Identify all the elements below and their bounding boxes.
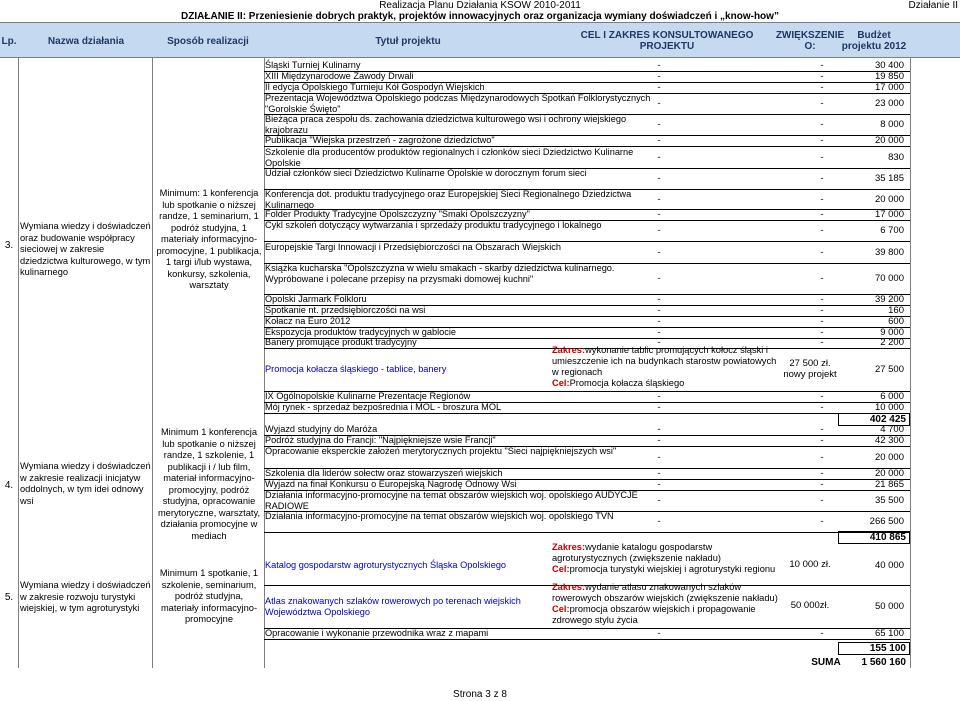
row-value-a: -: [657, 119, 661, 130]
row-budget: 8 000: [880, 119, 904, 130]
row-value-b: -: [820, 451, 824, 463]
row-title: Wyjazd studyjny do Maróża: [265, 424, 378, 434]
row-budget: 6 700: [880, 225, 904, 236]
row-value-a: -: [657, 193, 661, 205]
row-title: Kołacz na Euro 2012: [265, 316, 351, 326]
row-title: Bieżąca praca zespołu ds. zachowania dziedzictwa kulturowego wsi i ochrony wiejskiego krajobrazu: [265, 114, 627, 135]
row-budget: 600: [888, 316, 904, 327]
row-title: Działania informacyjno-promocyjne na temat obszarów wiejskich woj. opolskiego TVN: [265, 511, 614, 521]
row-title: Podróż studyjna do Francji: "Najpiękniejsze wsie Francji": [265, 435, 496, 445]
row-budget: 20 000: [874, 451, 904, 463]
row-budget: 266 500: [869, 516, 904, 527]
scope-label: Zakres:: [552, 582, 586, 592]
row-value-b: -: [820, 435, 824, 446]
row-value-a: -: [657, 391, 661, 402]
col-method: Sposób realizacji: [167, 35, 249, 47]
row-increase: 27 500 zł. nowy projekt: [783, 358, 837, 380]
row-value-b: -: [820, 225, 824, 236]
row-value-a: -: [657, 468, 661, 479]
section-name: Wymiana wiedzy i doświadczeń oraz budowanie współpracy sieciowej w zakresie dziedzictwa kulturowego, w tym kulinarnego: [20, 221, 151, 277]
row-value-b: -: [820, 391, 824, 402]
row-budget: 20 000: [874, 193, 904, 205]
goal-label: Cel:: [552, 378, 570, 388]
row-divider: [264, 639, 910, 640]
row-title: IX Ogólnopolskie Kulinarne Prezentacje Regionów: [265, 391, 471, 401]
row-increase: 10 000 zł.: [789, 558, 831, 570]
row-budget: 40 000: [874, 559, 904, 571]
row-title: Mój rynek - sprzedaż bezpośrednia i MOL - broszura MOL: [265, 402, 502, 412]
col-increase: ZWIĘKSZENIE O:: [775, 30, 845, 52]
row-budget: 17 000: [874, 82, 904, 93]
row-title: Książka kucharska "Opolszczyzna w wielu smakach - skarby dziedzictwa kulinarnego. Wypróbowane i polecane przepisy na przysmaki domowej kuchni": [265, 263, 615, 284]
goal-text: promocja obszarów wiejskich i propagowanie zdrowego stylu życia: [552, 604, 756, 625]
row-title: Banery promujące produkt tradycyjny: [265, 337, 417, 347]
row-budget: 39 800: [874, 247, 904, 258]
section-number: 3.: [4, 240, 14, 251]
grid-line: [152, 58, 153, 668]
header-subtitle: DZIAŁANIE II: Przeniesienie dobrych praktyk, projektów innowacyjnych oraz organizacja wymiany doświadczeń i „know-how”: [181, 11, 779, 22]
row-value-b: -: [820, 173, 824, 184]
row-title: Katalog gospodarstw agroturystycznych Śląska Opolskiego: [265, 559, 507, 570]
row-title: Działania informacyjno-promocyjne na temat obszarów wiejskich woj. opolskiego AUDYCJE RADIOWE: [265, 490, 638, 511]
row-budget: 4 700: [880, 424, 904, 435]
subtotal-section-5: 155 100: [869, 643, 906, 654]
row-value-b: -: [820, 468, 824, 479]
scope-label: Zakres:: [552, 345, 586, 355]
document-header: [0, 0, 960, 22]
sum-value: 1 560 160: [861, 657, 906, 668]
row-value-a: -: [657, 60, 661, 71]
row-value-a: -: [657, 516, 661, 527]
row-value-a: -: [657, 424, 661, 435]
col-lp: Lp.: [1, 35, 17, 47]
row-value-a: -: [657, 209, 661, 220]
row-value-b: -: [820, 135, 824, 146]
row-value-a: -: [657, 71, 661, 82]
row-title: Opolski Jarmark Folkloru: [265, 294, 367, 304]
row-value-b: -: [820, 327, 824, 338]
row-title: Europejskie Targi Innowacji i Przedsiębiorczości na Obszarach Wiejskich: [265, 242, 561, 252]
subtotal-section-3: 402 425: [869, 414, 906, 425]
row-title: Udział członków sieci Dziedzictwo Kulinarne Opolskie w dorocznym forum sieci: [265, 168, 587, 178]
row-value-b: -: [820, 273, 824, 284]
row-value-b: -: [820, 316, 824, 327]
row-value-b: -: [820, 71, 824, 82]
row-title: Śląski Turniej Kulinarny: [265, 60, 361, 70]
row-value-b: -: [820, 119, 824, 130]
row-value-b: -: [820, 247, 824, 258]
row-title: Spotkanie nt. przedsiębiorczości na wsi: [265, 305, 426, 315]
row-budget: 9 000: [880, 327, 904, 338]
row-value-a: -: [657, 305, 661, 316]
section-method: Minimum: 1 konferencja lub spotkanie o niższej randze, 1 seminarium, 1 podróż studyjna, 1 materiały informacyjno-promocyjne, 1 publikacja, 1 targi i/lub wystawa, konkursy, szkolenia, warsztaty: [156, 188, 262, 290]
header-title: Realizacja Planu Działania KSOW 2010-2011: [379, 0, 581, 11]
section-name: Wymiana wiedzy i doświadczeń w zakresie rozwoju turystyki wiejskiej, w tym agroturystyki: [20, 580, 151, 613]
row-title: Ekspozycja produktów tradycyjnych w gablocie: [265, 327, 456, 337]
goal-text: Promocja kołacza śląskiego: [569, 378, 685, 388]
row-budget: 19 850: [874, 71, 904, 82]
row-value-b: -: [820, 98, 824, 109]
section-method: Minimum 1 konferencja lub spotkanie o niższej randze, 1 szkolenie, 1 publikacji i / lub film, materiał informacyjno-promocyjny, podróż studyjna, opracowanie merytoryczne, warsztaty, działania promocyjne w mediach: [157, 427, 261, 541]
grid-line: [910, 58, 911, 668]
section-number: 5.: [4, 592, 14, 603]
row-title: Atlas znakowanych szlaków rowerowych po terenach wiejskich Województwa Opolskiego: [265, 596, 521, 617]
row-title: Publikacja "Wiejska przestrzeń - zagrożone dziedzictwo": [265, 135, 495, 145]
col-scope: CEL I ZAKRES KONSULTOWANEGO PROJEKTU: [580, 30, 754, 52]
row-title: Wyjazd na finał Konkursu o Europejską Nagrodę Odnowy Wsi: [265, 479, 517, 489]
row-title: Szkolenia dla liderów sołectw oraz stowarzyszeń wiejskich: [265, 468, 503, 478]
corner-label: Działanie II: [908, 0, 958, 11]
row-title: Cykl szkoleń dotyczący wytwarzania i sprzedaży produktu tradycyjnego i lokalnego: [265, 220, 602, 230]
row-budget: 21 865: [874, 479, 904, 490]
row-value-a: -: [657, 173, 661, 184]
row-value-a: -: [657, 327, 661, 338]
col-title: Tytuł projektu: [375, 35, 441, 47]
row-title: Promocja kołacza śląskiego - tablice, banery: [265, 364, 447, 375]
row-title: Prezentacja Województwa Opolskiego podczas Międzynarodowych Spotkań Folklorystycznych "Gorolskie Święto": [265, 93, 651, 114]
row-value-a: -: [657, 152, 661, 163]
scope-text: wykonanie tablic promujących kołocz śląski i umieszczenie ich na budynkach starostw powiatowych w regionach: [552, 345, 777, 377]
scope-text: wydanie atlasu znakowanych szlaków rowerowych obszarów wiejskich (zwiększenie nakładu): [552, 582, 778, 603]
row-value-b: -: [820, 516, 824, 527]
section-number: 4.: [4, 480, 14, 491]
row-title: Szkolenie dla producentów produktów regionalnych i członków sieci Dziedzictwo Kulinarne Opolskie: [265, 147, 634, 168]
goal-label: Cel:: [552, 564, 570, 574]
row-value-a: -: [657, 225, 661, 236]
row-budget: 30 400: [874, 60, 904, 71]
row-value-a: -: [657, 402, 661, 413]
row-value-b: -: [820, 628, 824, 639]
row-title: Konferencja dot. produktu tradycyjnego oraz Europejskiej Sieci Regionalnego Dziedzictwa Kulinarnego: [265, 189, 632, 210]
grid-line: [18, 58, 19, 668]
row-title: Opracowanie eksperckie założeń merytorycznych projektu "Sieci najpiękniejszych wsi": [265, 446, 617, 456]
col-name: Nazwa działania: [47, 35, 125, 47]
row-value-b: -: [820, 152, 824, 163]
row-budget: 65 100: [874, 628, 904, 639]
row-budget: 70 000: [874, 273, 904, 284]
row-budget: 35 185: [874, 173, 904, 184]
row-budget: 42 300: [874, 435, 904, 446]
row-budget: 23 000: [874, 98, 904, 109]
row-increase: 50 000zł.: [790, 600, 830, 612]
section-name: Wymiana wiedzy i doświadczeń w zakresie realizacji inicjatyw oddolnych, w tym idei odnowy wsi: [20, 461, 151, 506]
row-value-a: -: [657, 135, 661, 146]
col-budget: Budżet projektu 2012: [841, 30, 907, 52]
row-value-a: -: [657, 628, 661, 639]
subtotal-section-4: 410 865: [869, 532, 906, 543]
row-value-b: -: [820, 402, 824, 413]
row-budget: 830: [888, 152, 904, 163]
row-value-b: -: [820, 424, 824, 435]
row-budget: 6 000: [880, 391, 904, 402]
row-value-a: -: [657, 316, 661, 327]
row-value-b: -: [820, 337, 824, 348]
row-value-b: -: [820, 479, 824, 490]
row-scope: [552, 582, 782, 626]
table-header: [0, 22, 960, 58]
row-budget: 39 200: [874, 294, 904, 305]
goal-text: promocja turystyki wiejskiej i agroturystyki regionu: [569, 564, 776, 574]
row-value-b: -: [820, 294, 824, 305]
row-budget: 20 000: [874, 135, 904, 146]
row-budget: 160: [888, 305, 904, 316]
row-budget: 17 000: [874, 209, 904, 220]
row-divider: [264, 532, 910, 533]
row-title: XIII Międzynarodowe Zawody Drwali: [265, 71, 414, 81]
row-budget: 20 000: [874, 468, 904, 479]
row-value-b: -: [820, 193, 824, 205]
row-title: Folder Produkty Tradycyjne Opolszczyzny "Smaki Opolszczyzny": [265, 209, 530, 219]
row-budget: 2 200: [880, 337, 904, 348]
row-budget: 35 500: [874, 495, 904, 506]
row-budget: 50 000: [874, 601, 904, 612]
row-value-a: -: [657, 82, 661, 93]
row-value-a: -: [657, 337, 661, 348]
row-title: Opracowanie i wykonanie przewodnika wraz z mapami: [265, 628, 489, 638]
row-value-a: -: [657, 294, 661, 305]
row-value-b: -: [820, 495, 824, 506]
row-budget: 27 500: [874, 364, 904, 375]
row-scope: [552, 542, 782, 575]
row-value-a: -: [657, 247, 661, 258]
row-value-a: -: [657, 435, 661, 446]
sum-label: SUMA: [811, 657, 841, 668]
row-budget: 10 000: [874, 402, 904, 413]
row-value-b: -: [820, 82, 824, 93]
row-scope: [552, 345, 782, 389]
row-value-a: -: [657, 273, 661, 284]
row-value-b: -: [820, 305, 824, 316]
row-value-b: -: [820, 60, 824, 71]
row-value-a: -: [657, 479, 661, 490]
scope-label: Zakres:: [552, 542, 586, 552]
row-value-a: -: [657, 451, 661, 463]
row-title: II edycja Opolskiego Turnieju Kół Gospodyń Wiejskich: [265, 82, 485, 92]
row-value-a: -: [657, 495, 661, 506]
row-divider: [264, 413, 910, 414]
row-value-a: -: [657, 98, 661, 109]
scope-text: wydanie katalogu gospodarstw agroturystycznych (zwiększenie nakładu): [552, 542, 721, 563]
section-method: Minimum 1 spotkanie, 1 szkolenie, seminarium, podróż studyjna, materiały informacyjno-promocyjne: [159, 568, 259, 624]
row-value-b: -: [820, 209, 824, 220]
page-footer: Strona 3 z 8: [453, 689, 507, 700]
goal-label: Cel:: [552, 604, 570, 614]
